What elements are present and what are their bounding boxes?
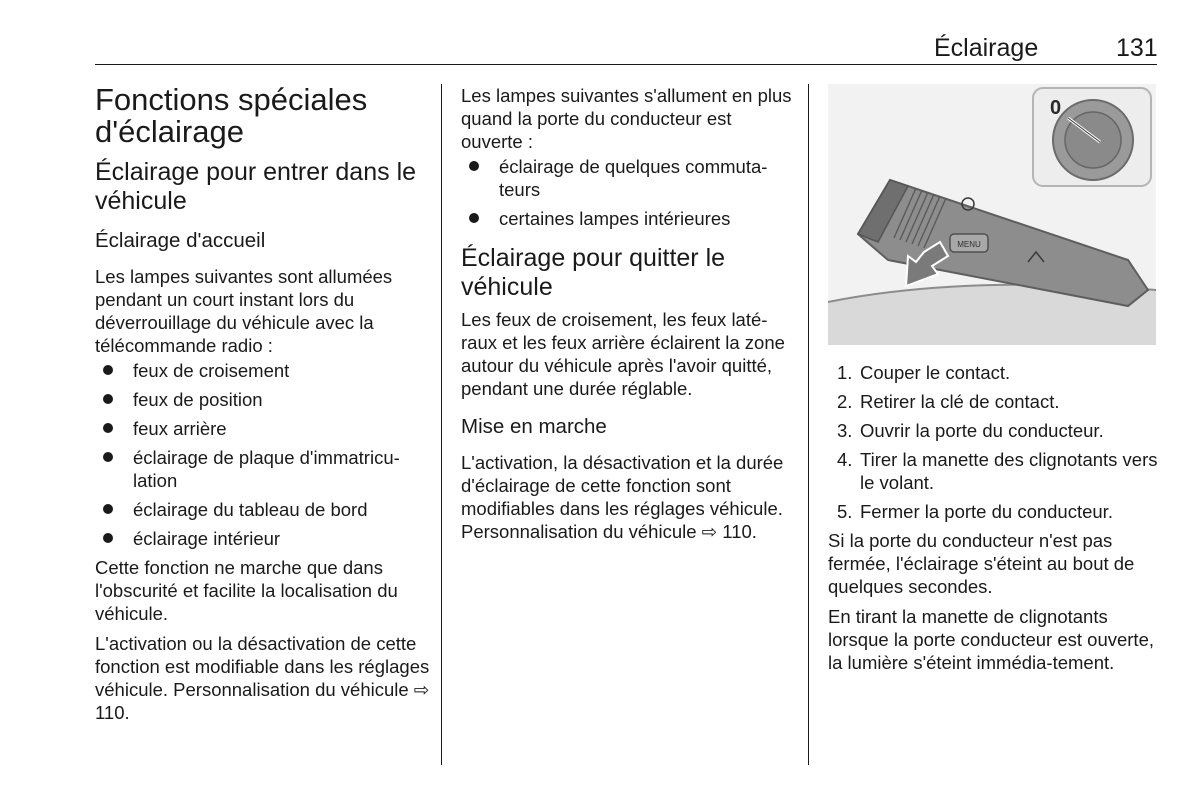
bullet-icon xyxy=(103,423,113,433)
column-3 xyxy=(828,84,1163,681)
activation-settings-paragraph: L'activation, la désactivation et la durée d'éclairage de cette fonction sont modifiables dans les réglages véhicule. Personnalisation du véhicule ⇨ 110. xyxy=(461,452,784,542)
bullet-icon xyxy=(469,161,479,171)
lever-drawing xyxy=(828,84,1156,345)
bullet-icon xyxy=(103,533,113,543)
door-open-lamps-list xyxy=(461,155,796,230)
column-divider xyxy=(441,84,442,765)
darkness-paragraph: Cette fonction ne marche que dans l'obscurité et facilite la localisation du véhicule. xyxy=(95,557,398,624)
list-item: éclairage de plaque d'immatricu-lation xyxy=(95,446,430,492)
lever-pull-paragraph: En tirant la manette de clignotants lorsque la porte conducteur est ouverte, la lumière s'éteint immédia-tement. xyxy=(828,606,1154,673)
running-header-section: Éclairage xyxy=(934,34,1039,62)
column-divider xyxy=(808,84,809,765)
bullet-icon xyxy=(103,365,113,375)
activation-heading: Mise en marche xyxy=(461,415,607,438)
list-item: éclairage de quelques commuta-teurs xyxy=(461,155,796,201)
exit-lighting-paragraph: Les feux de croisement, les feux laté-raux et les feux arrière éclairent la zone autour du véhicule après l'avoir quitté, pendant une durée réglable. xyxy=(461,309,785,399)
welcome-lighting-heading: Éclairage d'accueil xyxy=(95,229,266,252)
switch-off-steps-list xyxy=(828,361,1163,523)
door-not-closed-paragraph: Si la porte du conducteur n'est pas fermée, l'éclairage s'éteint au bout de quelques secondes. xyxy=(828,530,1135,597)
list-item: 3. Ouvrir la porte du conducteur. xyxy=(837,420,1104,441)
header-divider xyxy=(95,64,1157,65)
list-item: feux de croisement xyxy=(95,359,430,382)
list-item: 2. Retirer la clé de contact. xyxy=(837,391,1060,412)
list-item: feux de position xyxy=(95,388,430,411)
column-1 xyxy=(95,84,430,731)
welcome-intro-paragraph: Les lampes suivantes sont allumées pendant un court instant lors du déverrouillage du véhicule avec la télécommande radio : xyxy=(95,266,393,356)
bullet-icon xyxy=(103,452,113,462)
list-item: 4. Tirer la manette des clignotants vers le volant. xyxy=(837,449,1158,493)
turn-signal-lever-illustration xyxy=(828,84,1156,345)
section-title: Fonctions spéciales d'éclairage xyxy=(95,82,368,149)
list-item: éclairage du tableau de bord xyxy=(95,498,430,521)
activation-paragraph: L'activation ou la désactivation de cette fonction est modifiable dans les réglages véhicule. Personnalisation du véhicule ⇨ 110. xyxy=(95,633,430,723)
list-item: éclairage intérieur xyxy=(95,527,430,550)
list-item: 1. Couper le contact. xyxy=(837,362,1011,383)
exit-lighting-heading: Éclairage pour quitter le véhicule xyxy=(461,244,726,301)
list-item: certaines lampes intérieures xyxy=(461,207,796,230)
svg-text:0: 0 xyxy=(1050,97,1062,119)
bullet-icon xyxy=(469,213,479,223)
list-item: 5. Fermer la porte du conducteur. xyxy=(837,501,1113,522)
bullet-icon xyxy=(103,504,113,514)
column-2 xyxy=(461,84,796,550)
entry-lighting-heading: Éclairage pour entrer dans le véhicule xyxy=(95,158,417,215)
welcome-lamps-list xyxy=(95,359,430,550)
door-open-intro-paragraph: Les lampes suivantes s'allument en plus quand la porte du conducteur est ouverte : xyxy=(461,85,792,152)
page-number: 131 xyxy=(1116,34,1158,62)
list-item: feux arrière xyxy=(95,417,430,440)
bullet-icon xyxy=(103,394,113,404)
svg-text:MENU: MENU xyxy=(957,240,981,249)
